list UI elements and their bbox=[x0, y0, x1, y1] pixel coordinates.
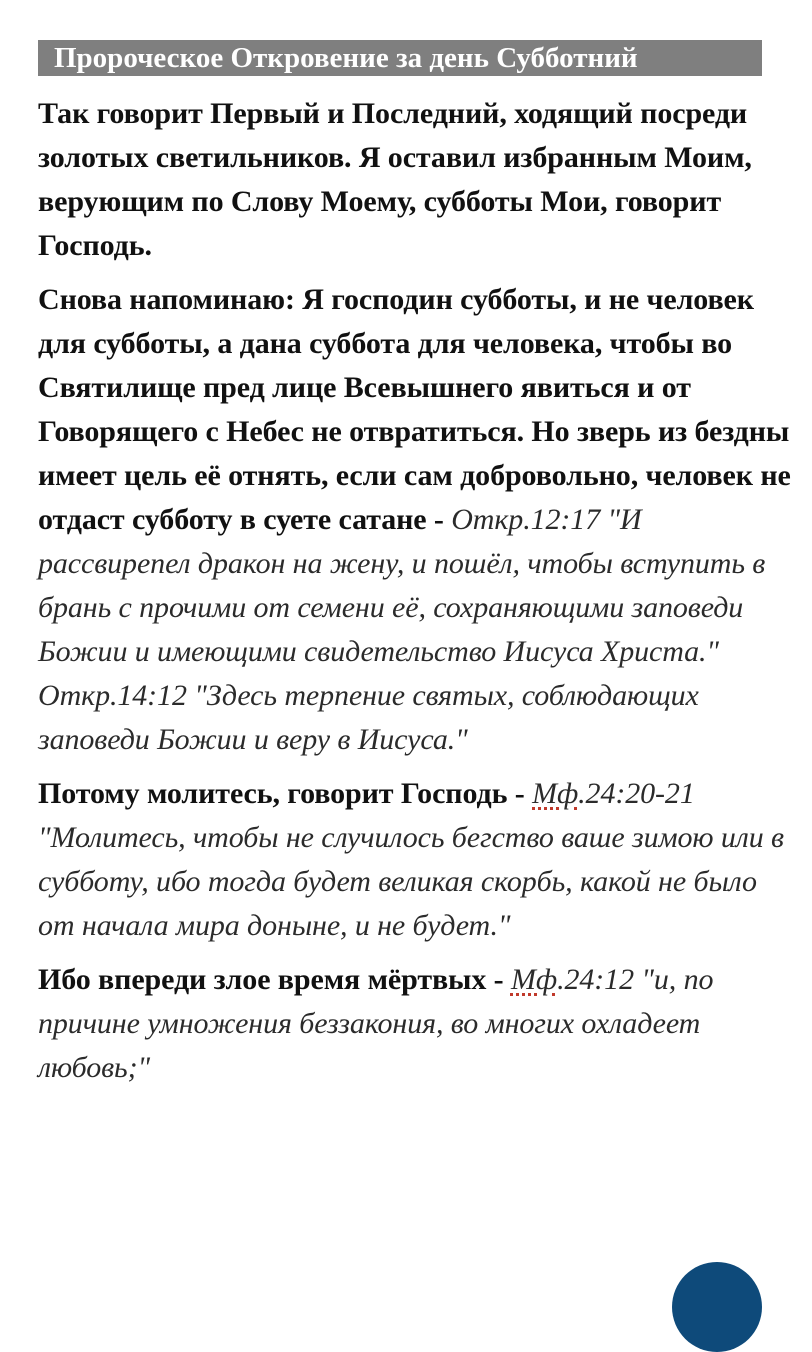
paragraph-4-scripture: .24:12 "и, по причине умножения беззакония, во многих охладеет любовь;" bbox=[38, 963, 714, 1084]
floating-action-button[interactable] bbox=[672, 1262, 762, 1352]
paragraph-4-reference: Мф bbox=[510, 963, 558, 996]
paragraph-2-bold: Снова напоминаю: Я господин субботы, и не человек для субботы, а дана суббота для человека, чтобы во Святилище пред лице Всевышнего явиться и от Говорящего с Небес не отвратиться. Но зверь из бездны имеет цель её отнять, если сам добровольно, человек не отдаст субботу в суете сатане bbox=[38, 283, 791, 536]
page-title: Пророческое Откровение за день Субботний bbox=[38, 40, 762, 76]
paragraph-2-dash: - bbox=[426, 503, 452, 536]
paragraph-2-scripture: Откр.12:17 "И рассвирепел дракон на жену, и пошёл, чтобы вступить в брань с прочими от семени её, сохраняющими заповеди Божии и имеющими свидетельство Иисуса Христа." Откр.14:12 "Здесь терпение святых, соблюдающих заповеди Божии и веру в Иисуса." bbox=[38, 503, 766, 756]
paragraph-3 bbox=[38, 772, 796, 948]
paragraph-4-bold: Ибо впереди злое время мёртвых bbox=[38, 963, 487, 996]
paragraph-3-dash: - bbox=[507, 777, 533, 810]
paragraph-4 bbox=[38, 958, 796, 1090]
paragraph-3-scripture: .24:20-21 "Молитесь, чтобы не случилось бегство ваше зимою или в субботу, ибо тогда будет великая скорбь, какой не было от начала мира доныне, и не будет." bbox=[38, 777, 784, 942]
paragraph-2 bbox=[38, 278, 796, 762]
document-body bbox=[38, 92, 796, 1100]
paragraph-3-reference: Мф bbox=[532, 777, 579, 810]
paragraph-1 bbox=[38, 92, 796, 268]
paragraph-4-dash: - bbox=[486, 963, 511, 996]
paragraph-3-bold: Потому молитесь, говорит Господь bbox=[38, 777, 508, 810]
paragraph-1-bold: Так говорит Первый и Последний, ходящий посреди золотых светильников. Я оставил избранным Моим, верующим по Слову Моему, субботы Мои, говорит Господь. bbox=[38, 97, 752, 262]
